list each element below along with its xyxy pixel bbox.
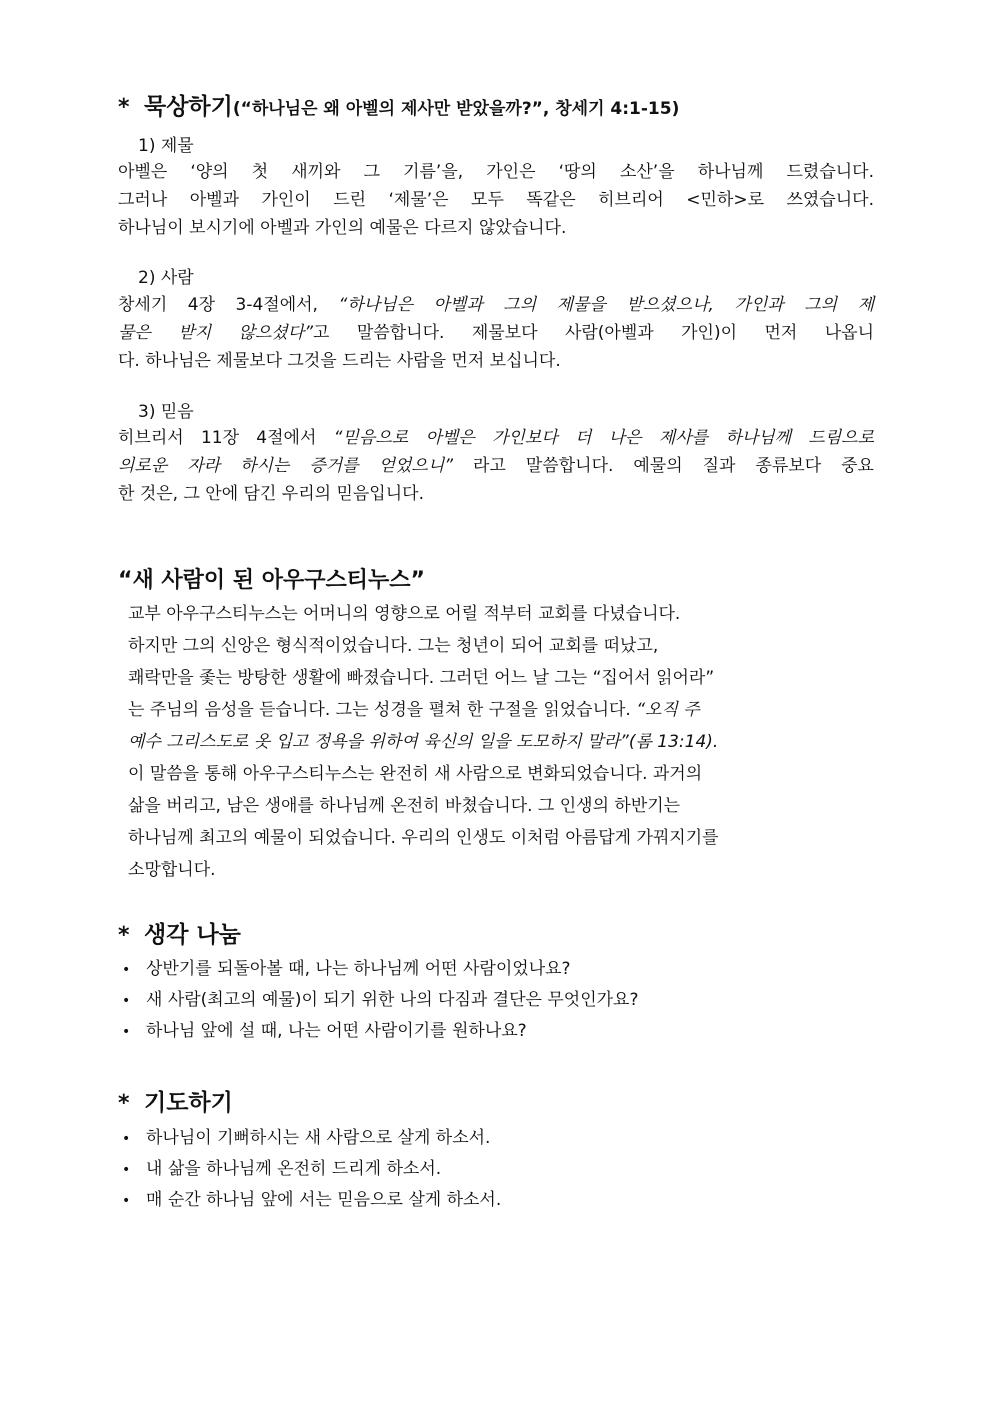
list-item-text: 하나님 앞에 설 때, 나는 어떤 사람이기를 원하나요?: [146, 1021, 527, 1041]
paragraph-line: [118, 424, 874, 452]
text-segment: 하나님께 최고의 예물이 되었습니다. 우리의 인생도 이처럼 아름답게 가꿔지기를: [128, 828, 719, 848]
text-segment: 쾌락만을 좇는 방탕한 생활에 빠졌습니다. 그러던 어느 날 그는 “집어서 읽어라”: [128, 668, 715, 688]
paragraph-line: [118, 158, 874, 186]
section-body-person: [118, 291, 874, 375]
paragraph-line: [118, 186, 874, 214]
story-line: [128, 598, 838, 630]
text-segment: 이 말씀을 통해 아우구스티누스는 완전히 새 사람으로 변화되었습니다. 과거의: [128, 764, 703, 784]
story-line: [128, 854, 838, 886]
scripture-quote: 예수 그리스도로 옷 입고 정욕을 위하여 육신의 일을 도모하지 말라”(롬 13:14).: [128, 732, 719, 752]
list-item: [118, 1016, 639, 1047]
story-line: [128, 694, 838, 726]
paragraph-line: [118, 347, 874, 375]
prayer-list: [118, 1123, 501, 1216]
list-item-text: 내 삶을 하나님께 온전히 드리게 하소서.: [146, 1159, 442, 1179]
text-segment: 교부 아우구스티누스는 어머니의 영향으로 어릴 적부터 교회를 다녔습니다.: [128, 604, 681, 624]
scripture-quote: “오직 주: [636, 700, 700, 720]
scripture-quote: 물은 받지 않으셨다”: [118, 323, 314, 343]
story-line: [128, 758, 838, 790]
star-bullet-icon: *: [118, 923, 130, 948]
paragraph-line: [118, 319, 874, 347]
scripture-quote: 의로운 자라 하시는 증거를 얻었으니”: [118, 456, 454, 476]
paragraph-line: [118, 291, 874, 319]
story-line: [128, 726, 838, 758]
scripture-quote: “하나님은 아벨과 그의 제물을 받으셨으나, 가인과 그의 제: [338, 295, 874, 315]
text-segment: 한 것은, 그 안에 담긴 우리의 믿음입니다.: [118, 484, 424, 504]
text-segment: 창세기 4장 3-4절에서,: [118, 295, 339, 315]
section-body-offering: [118, 158, 874, 242]
list-item: [118, 985, 639, 1016]
bullet-dot-icon: •: [122, 1193, 131, 1209]
section-body-faith: [118, 424, 874, 508]
story-line: [128, 630, 838, 662]
text-segment: 고 말씀합니다. 제물보다 사람(아벨과 가인)이 먼저 나옵니: [313, 323, 874, 343]
paragraph-line: [118, 452, 874, 480]
star-bullet-icon: *: [118, 95, 130, 120]
list-item-text: 하나님이 기뻐하시는 새 사람으로 살게 하소서.: [146, 1128, 491, 1148]
list-item: [118, 954, 639, 985]
meditation-heading: [118, 88, 679, 121]
bullet-dot-icon: •: [122, 962, 131, 978]
star-bullet-icon: *: [118, 1091, 130, 1116]
list-item-text: 상반기를 되돌아볼 때, 나는 하나님께 어떤 사람이었나요?: [146, 959, 571, 979]
scripture-quote: “믿음으로 아벨은 가인보다 더 나은 제사를 하나님께 드림으로: [333, 428, 874, 448]
sharing-heading: [118, 916, 241, 949]
prayer-title: 기도하기: [144, 1090, 233, 1116]
section-heading-offering: 1) 제물: [138, 136, 194, 156]
prayer-heading: [118, 1084, 233, 1117]
text-segment: 삶을 버리고, 남은 생애를 하나님께 온전히 바쳤습니다. 그 인생의 하반기는: [128, 796, 681, 816]
section-heading-faith: 3) 믿음: [138, 402, 194, 422]
bullet-dot-icon: •: [122, 1024, 131, 1040]
list-item: [118, 1154, 501, 1185]
paragraph-line: [118, 480, 874, 508]
text-segment: 라고 말씀합니다. 예물의 질과 종류보다 중요: [453, 456, 874, 476]
section-heading-person: 2) 사람: [138, 268, 194, 288]
story-title: “새 사람이 된 아우구스티누스”: [118, 568, 425, 593]
list-item-text: 매 순간 하나님 앞에 서는 믿음으로 살게 하소서.: [146, 1190, 502, 1210]
text-segment: 다. 하나님은 제물보다 그것을 드리는 사람을 먼저 보십니다.: [118, 351, 561, 371]
sharing-title: 생각 나눔: [144, 922, 241, 948]
sharing-list: [118, 954, 639, 1047]
text-segment: 히브리서 11장 4절에서: [118, 428, 334, 448]
story-line: [128, 662, 838, 694]
bullet-dot-icon: •: [122, 993, 131, 1009]
bullet-dot-icon: •: [122, 1131, 131, 1147]
paragraph-line: [118, 214, 874, 242]
bullet-dot-icon: •: [122, 1162, 131, 1178]
list-item: [118, 1123, 501, 1154]
text-segment: 그러나 아벨과 가인이 드린 ‘제물’은 모두 똑같은 히브리어 <민하>로 쓰였습니다.: [118, 190, 874, 210]
text-segment: 아벨은 ‘양의 첫 새끼와 그 기름’을, 가인은 ‘땅의 소산’을 하나님께 드렸습니다.: [118, 162, 874, 182]
text-segment: 하나님이 보시기에 아벨과 가인의 예물은 다르지 않았습니다.: [118, 218, 567, 238]
meditation-title: 묵상하기: [144, 94, 233, 120]
text-segment: 는 주님의 음성을 듣습니다. 그는 성경을 펼쳐 한 구절을 읽었습니다.: [128, 700, 637, 720]
story-body: [128, 598, 838, 886]
list-item: [118, 1185, 501, 1216]
meditation-subtitle: (“하나님은 왜 아벨의 제사만 받았을까?”, 창세기 4:1-15): [232, 99, 680, 119]
text-segment: 하지만 그의 신앙은 형식적이었습니다. 그는 청년이 되어 교회를 떠났고,: [128, 636, 659, 656]
list-item-text: 새 사람(최고의 예물)이 되기 위한 나의 다짐과 결단은 무엇인가요?: [146, 990, 639, 1010]
text-segment: 소망합니다.: [128, 860, 216, 880]
story-line: [128, 790, 838, 822]
story-line: [128, 822, 838, 854]
